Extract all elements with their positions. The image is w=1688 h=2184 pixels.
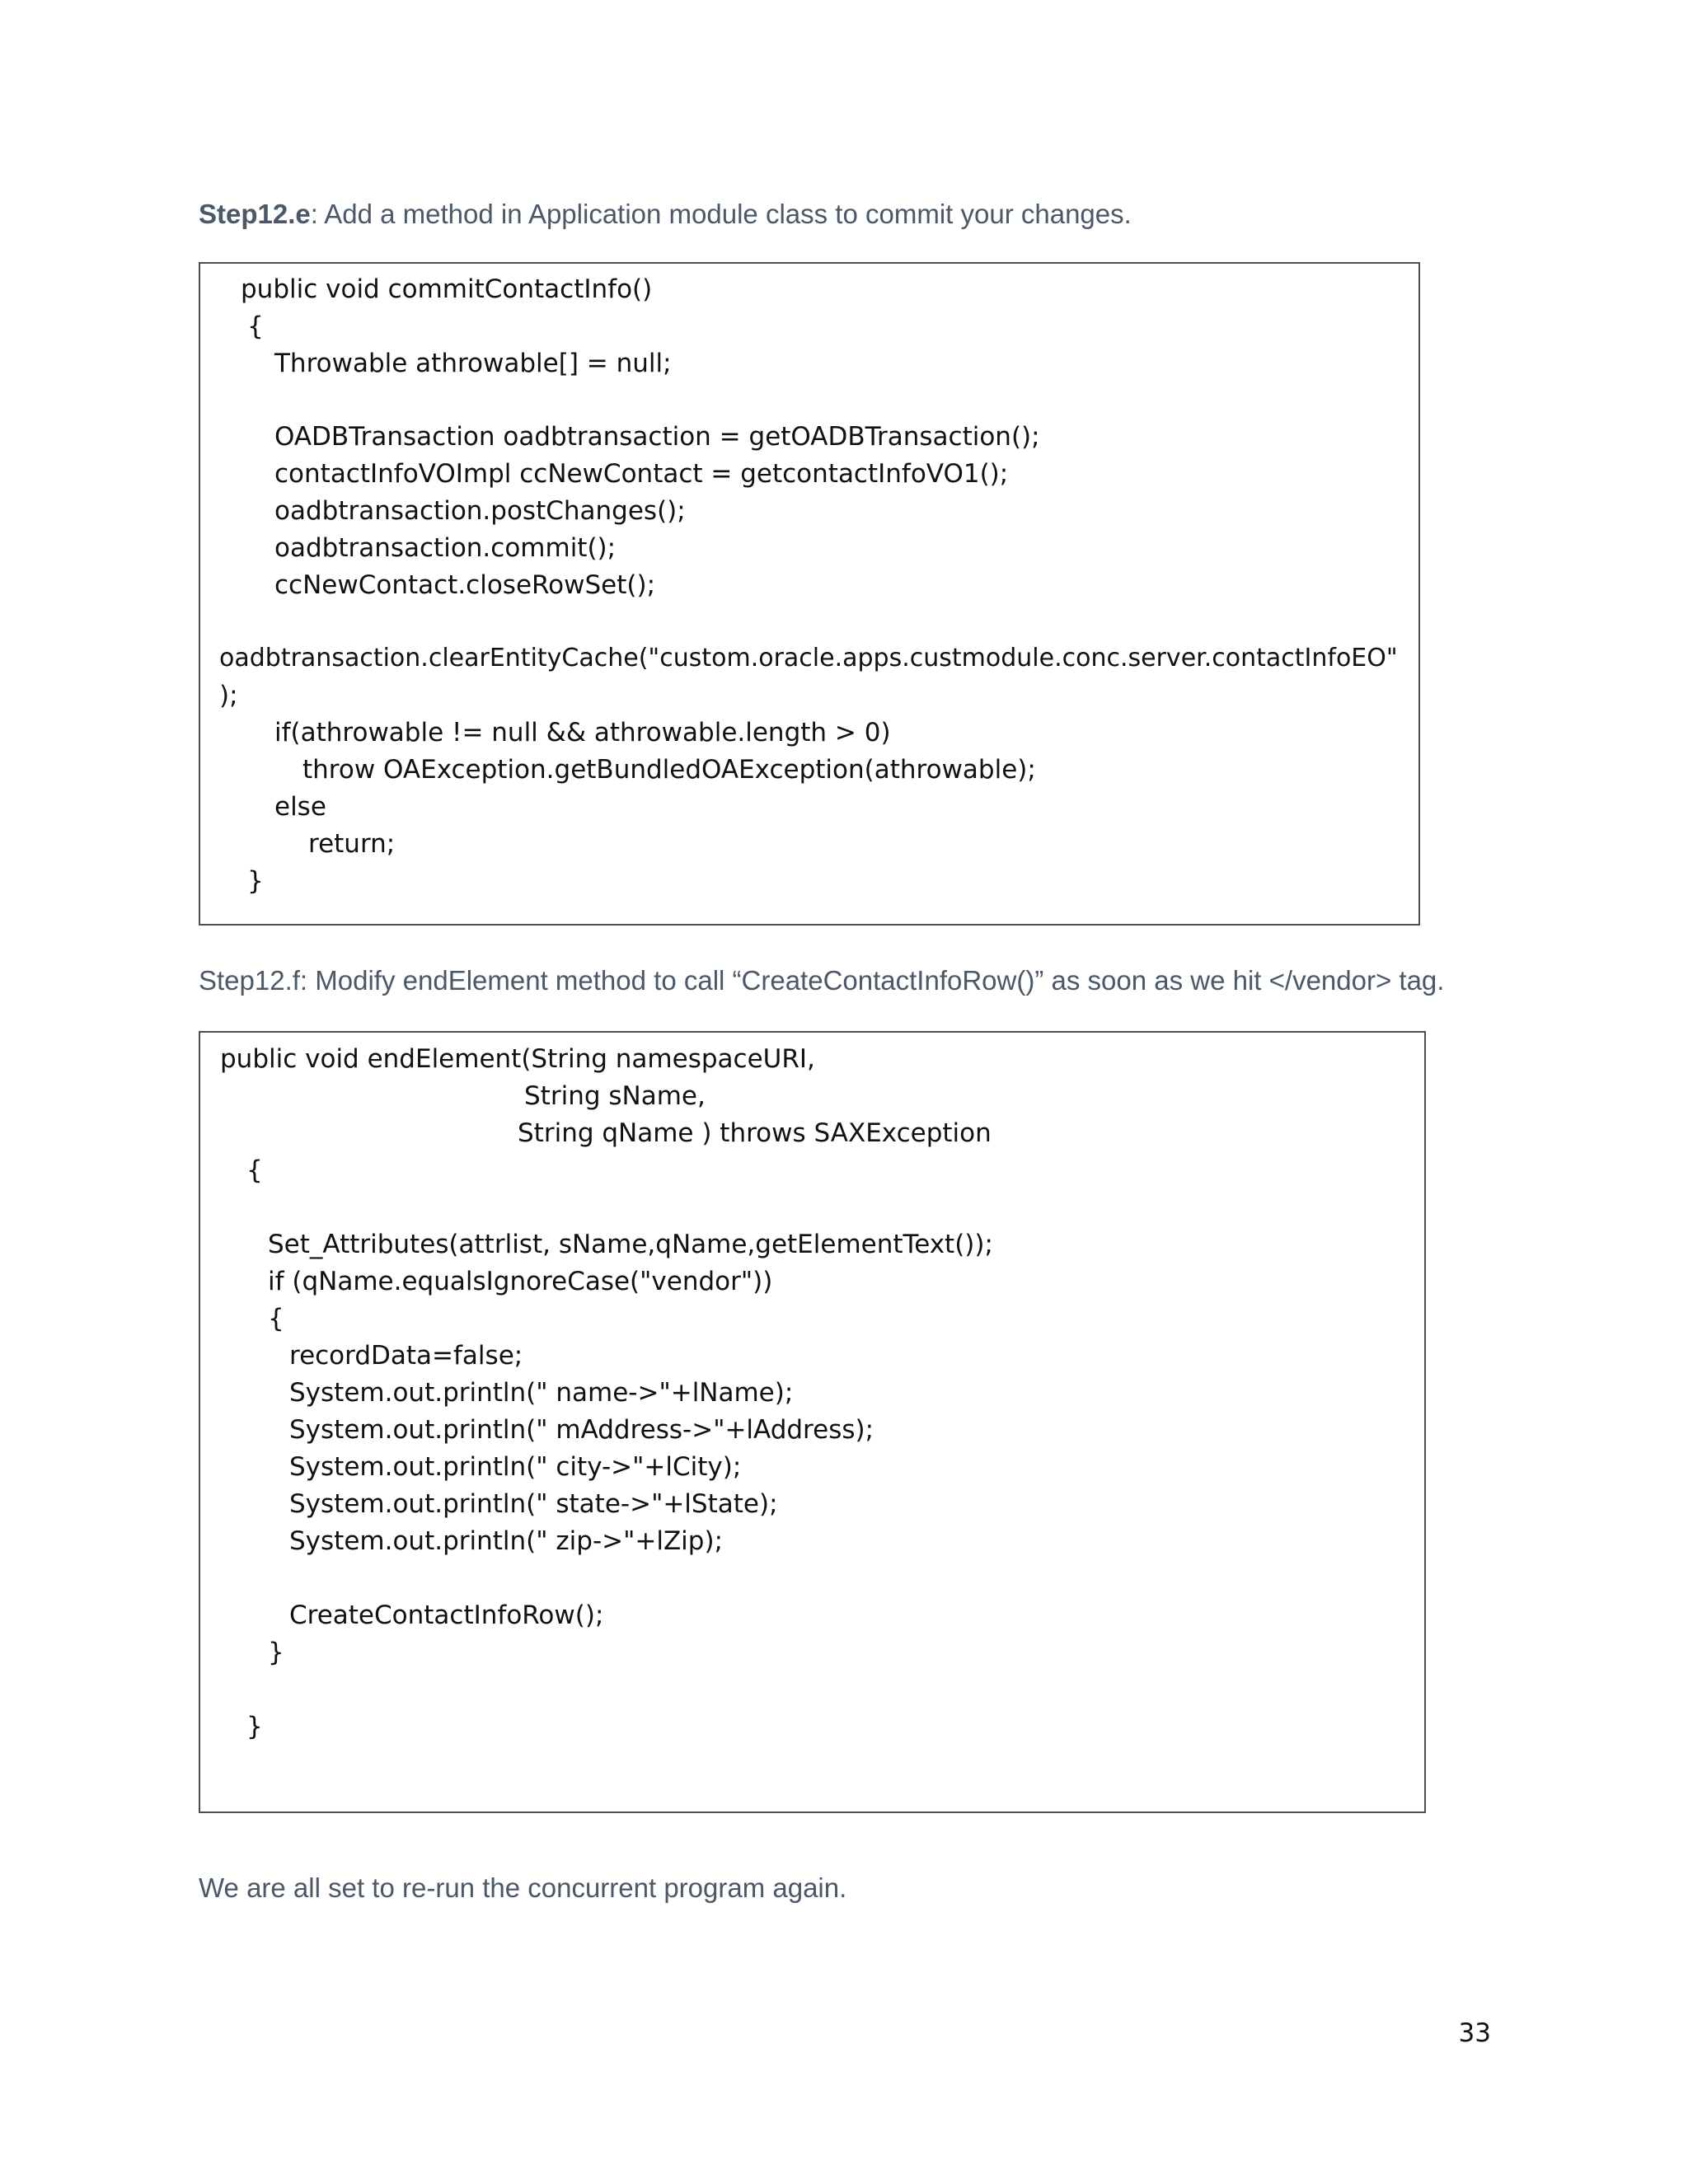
code-line: recordData=false; bbox=[289, 1341, 523, 1371]
code-line: oadbtransaction.commit(); bbox=[274, 533, 617, 563]
code-line: else bbox=[274, 792, 326, 822]
code-line: System.out.println(" state->"+lState); bbox=[289, 1489, 778, 1519]
end-element-code-box bbox=[199, 1031, 1426, 1813]
page-number: 33 bbox=[1458, 2018, 1491, 2048]
code-line: oadbtransaction.clearEntityCache("custom.oracle.apps.custmodule.conc.server.contactInfoEO" bbox=[219, 644, 1398, 673]
code-line: System.out.println(" name->"+lName); bbox=[289, 1378, 794, 1408]
step-12e-text: : Add a method in Application module class to commit your changes. bbox=[310, 199, 1132, 229]
code-line: System.out.println(" mAddress->"+lAddress); bbox=[289, 1415, 874, 1445]
code-line: public void commitContactInfo() bbox=[241, 274, 653, 304]
code-line: } bbox=[268, 1638, 284, 1667]
code-line: String sName, bbox=[524, 1081, 706, 1111]
code-line: public void endElement(String namespaceURI, bbox=[220, 1044, 815, 1074]
code-line: throw OAException.getBundledOAException(athrowable); bbox=[302, 755, 1036, 785]
code-line: return; bbox=[308, 829, 396, 859]
code-line: { bbox=[246, 1155, 263, 1185]
code-line: System.out.println(" zip->"+lZip); bbox=[289, 1526, 724, 1556]
code-line: if (qName.equalsIgnoreCase("vendor")) bbox=[268, 1267, 773, 1296]
code-line: Set_Attributes(attrlist, sName,qName,getElementText()); bbox=[268, 1230, 993, 1259]
step-12f-heading: Step12.f: Modify endElement method to call “CreateContactInfoRow()” as soon as we hit </vendor> tag. bbox=[199, 965, 1445, 996]
code-line: if(athrowable != null && athrowable.length > 0) bbox=[274, 718, 891, 748]
code-line: OADBTransaction oadbtransaction = getOADBTransaction(); bbox=[274, 422, 1040, 452]
code-line: contactInfoVOImpl ccNewContact = getcontactInfoVO1(); bbox=[274, 459, 1009, 489]
step-12e-label: Step12.e bbox=[199, 199, 311, 229]
code-line: oadbtransaction.postChanges(); bbox=[274, 496, 686, 526]
code-line: CreateContactInfoRow(); bbox=[289, 1601, 604, 1630]
code-line: ); bbox=[219, 681, 238, 710]
code-line: System.out.println(" city->"+lCity); bbox=[289, 1452, 742, 1482]
step-12e-heading bbox=[199, 200, 1132, 227]
code-line: } bbox=[247, 866, 264, 896]
code-line: } bbox=[246, 1712, 263, 1741]
code-line: String qName ) throws SAXException bbox=[518, 1118, 992, 1148]
closing-text: We are all set to re-run the concurrent program again. bbox=[199, 1872, 847, 1903]
commit-contact-info-code-box bbox=[199, 262, 1420, 926]
code-line: Throwable athrowable[] = null; bbox=[274, 349, 672, 378]
code-line: { bbox=[268, 1304, 284, 1333]
code-line: ccNewContact.closeRowSet(); bbox=[274, 570, 656, 600]
code-line: { bbox=[247, 312, 264, 341]
